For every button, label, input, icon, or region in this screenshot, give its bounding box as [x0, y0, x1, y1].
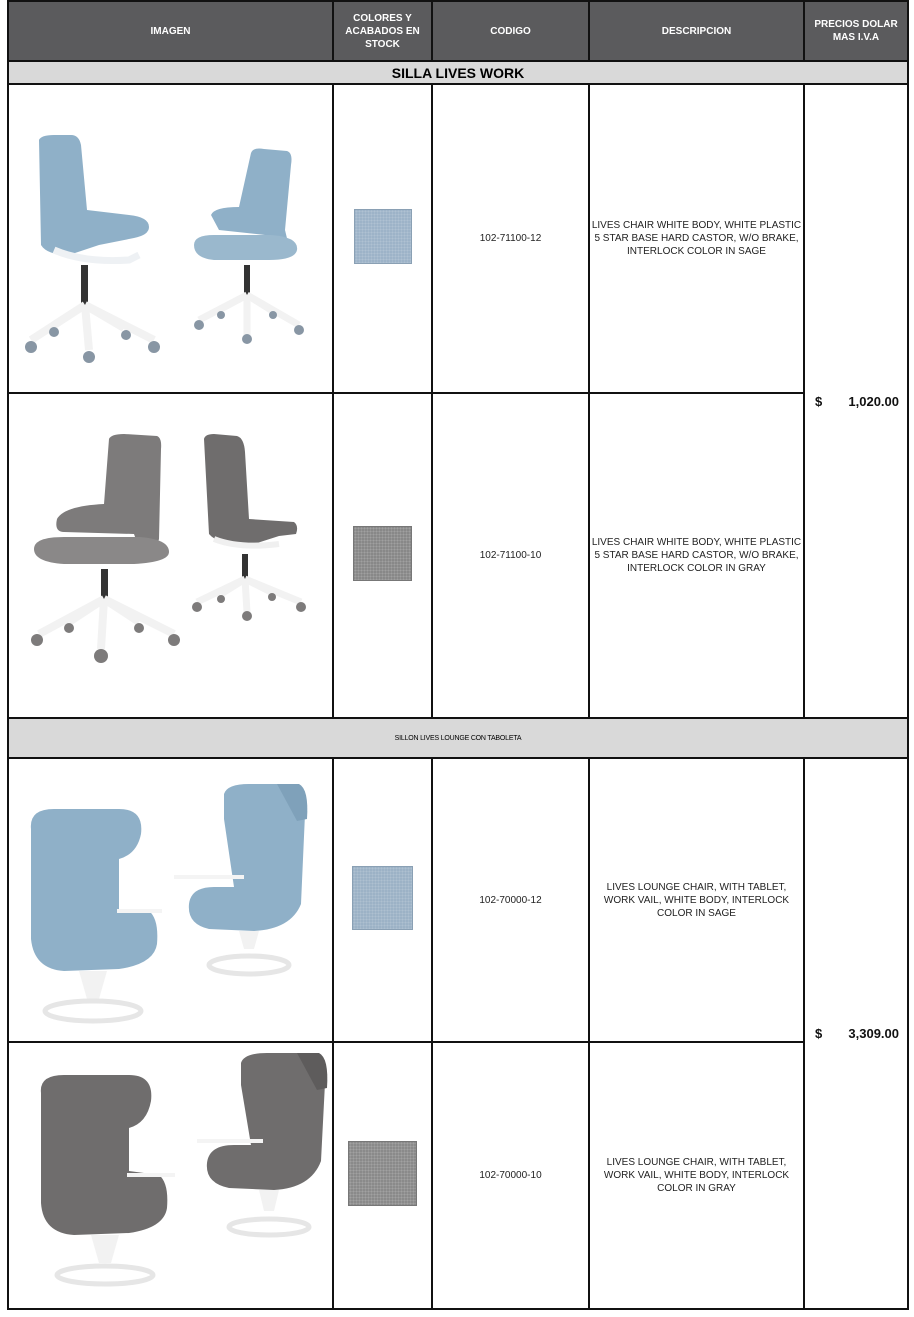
header-imagen: IMAGEN	[8, 1, 333, 61]
color-swatch-cell	[333, 1042, 432, 1309]
product-code: 102-71100-10	[432, 393, 589, 718]
product-description: LIVES LOUNGE CHAIR, WITH TABLET, WORK VAIL, WHITE BODY, INTERLOCK COLOR IN GRAY	[589, 1042, 804, 1309]
product-description: LIVES LOUNGE CHAIR, WITH TABLET, WORK VAIL, WHITE BODY, INTERLOCK COLOR IN SAGE	[589, 758, 804, 1042]
price-value: 1,020.00	[848, 393, 899, 409]
product-image	[8, 1042, 333, 1309]
sage-color-swatch	[354, 209, 412, 264]
table-row	[8, 758, 908, 1042]
product-description: LIVES CHAIR WHITE BODY, WHITE PLASTIC 5 STAR BASE HARD CASTOR, W/O BRAKE, INTERLOCK COLOR IN GRAY	[589, 393, 804, 718]
product-description: LIVES CHAIR WHITE BODY, WHITE PLASTIC 5 STAR BASE HARD CASTOR, W/O BRAKE, INTERLOCK COLOR IN SAGE	[589, 84, 804, 393]
product-image	[8, 84, 333, 393]
header-codigo: CODIGO	[432, 1, 589, 61]
product-code: 102-70000-12	[432, 758, 589, 1042]
price-currency: $	[815, 393, 823, 409]
product-image	[8, 393, 333, 718]
product-code: 102-70000-10	[432, 1042, 589, 1309]
price-cell	[804, 84, 908, 718]
office-chair-sage-image	[9, 85, 334, 394]
color-swatch-cell	[333, 758, 432, 1042]
table-row	[8, 1042, 908, 1309]
lounge-chair-gray-image	[9, 1043, 334, 1310]
gray-color-swatch	[353, 526, 412, 581]
header-precios: PRECIOS DOLAR MAS I.V.A	[804, 1, 908, 61]
table-row	[8, 84, 908, 393]
price-cell	[804, 758, 908, 1309]
table-row	[8, 393, 908, 718]
color-swatch-cell	[333, 393, 432, 718]
sage-color-swatch	[352, 866, 413, 930]
header-descripcion: DESCRIPCION	[589, 1, 804, 61]
section-row	[8, 61, 908, 84]
price-value: 3,309.00	[848, 1026, 899, 1041]
price-list-table	[7, 0, 909, 1310]
gray-color-swatch	[348, 1141, 417, 1206]
product-code: 102-71100-12	[432, 84, 589, 393]
section-title: SILLON LIVES LOUNGE CON TABOLETA	[8, 718, 908, 758]
product-image	[8, 758, 333, 1042]
color-swatch-cell	[333, 84, 432, 393]
lounge-chair-sage-image	[9, 759, 334, 1043]
office-chair-gray-image	[9, 394, 334, 719]
section-title: SILLA LIVES WORK	[8, 61, 908, 84]
section-row	[8, 718, 908, 758]
header-row	[8, 1, 908, 61]
price-currency: $	[815, 1026, 823, 1041]
header-colores: COLORES Y ACABADOS EN STOCK	[333, 1, 432, 61]
